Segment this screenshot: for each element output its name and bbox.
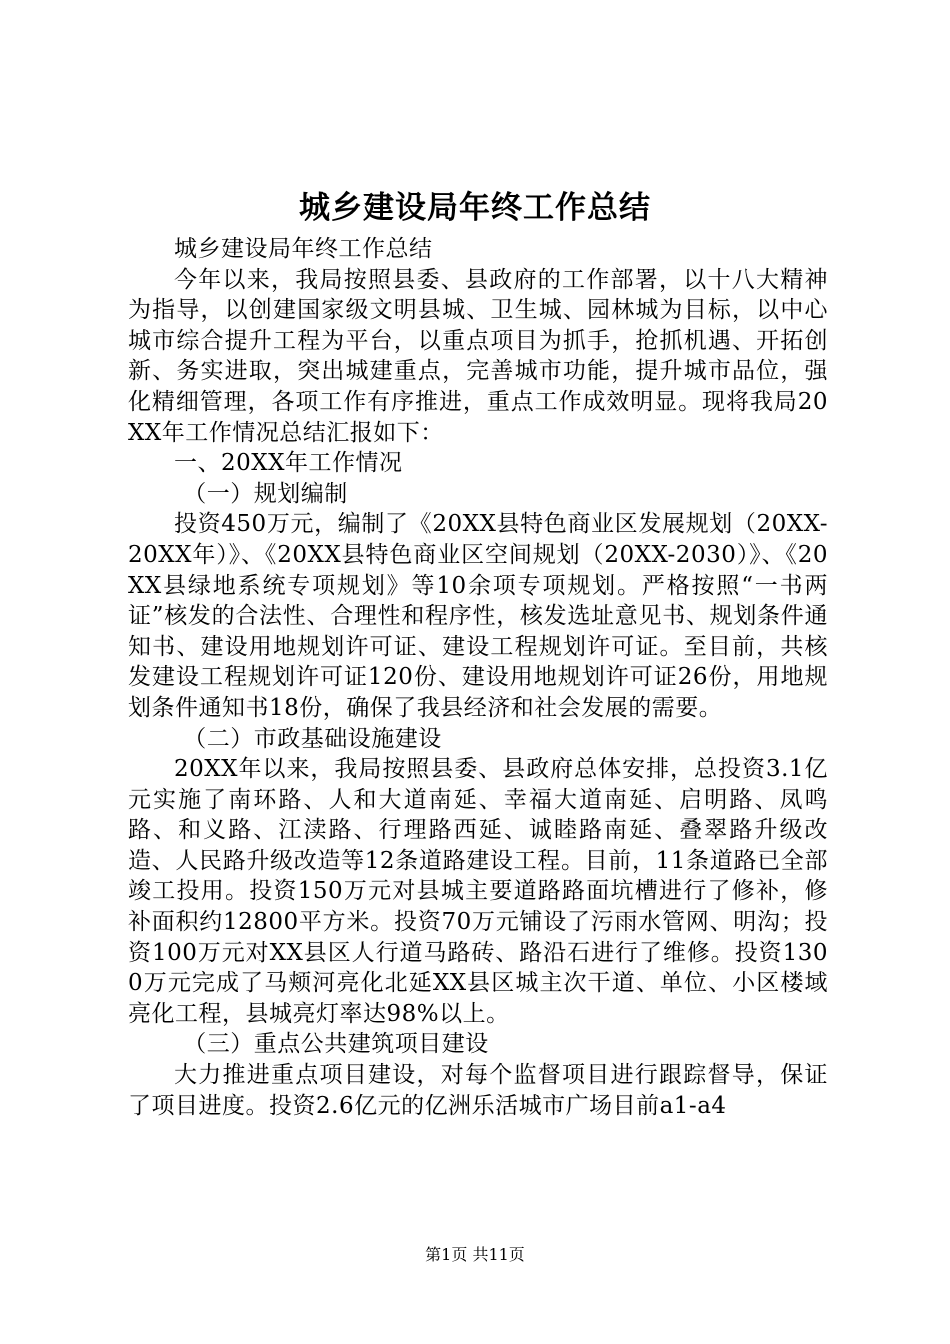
intro-paragraph: 今年以来，我局按照县委、县政府的工作部署，以十八大精神为指导，以创建国家级文明县城、卫生城、园林城为目标，以中心城市综合提升工程为平台，以重点项目为抓手，抢抓机遇、开拓创新、务实进取，突出城建重点，完善城市功能，提升城市品位，强化精细管理，各项工作有序推进，重点工作成效明显。现将我局20XX年工作情况总结汇报如下：: [128, 266, 828, 446]
subsection-heading-planning: （一）规划编制: [183, 480, 348, 507]
subsection-heading-public-buildings: （三）重点公共建筑项目建设: [183, 1031, 489, 1058]
document-title: 城乡建设局年终工作总结: [299, 190, 651, 226]
section-heading-1: 一、20XX年工作情况: [174, 450, 403, 477]
page-footer: 第1页 共11页: [425, 1245, 525, 1264]
document-body: [128, 234, 828, 1121]
public-buildings-paragraph: 大力推进重点项目建设，对每个监督项目进行跟踪督导，保证了项目进度。投资2.6亿元的亿洲乐活城市广场目前a1-a4: [128, 1062, 828, 1119]
intro-title-line: 城乡建设局年终工作总结: [174, 236, 433, 262]
planning-paragraph: 投资450万元，编制了《20XX县特色商业区发展规划（20XX-20XX年）》、《20XX县特色商业区空间规划（20XX-2030）》、《20XX县绿地系统专项规划》等10余项专项规划。严格按照“一书两证”核发的合法性、合理性和程序性，核发选址意见书、规划条件通知书、建设用地规划许可证、建设工程规划许可证。至目前，共核发建设工程规划许可证120份、建设用地规划许可证26份，用地规划条件通知书18份，确保了我县经济和社会发展的需要。: [128, 511, 828, 721]
infrastructure-paragraph: 20XX年以来，我局按照县委、县政府总体安排，总投资3.1亿元实施了南环路、人和大道南延、幸福大道南延、启明路、凤鸣路、和义路、江渎路、行理路西延、诚睦路南延、叠翠路升级改造、人民路升级改造等12条道路建设工程。目前，11条道路已全部竣工投用。投资150万元对县城主要道路路面坑槽进行了修补，修补面积约12800平方米。投资70万元铺设了污雨水管网、明沟；投资100万元对XX县区人行道马路砖、路沿石进行了维修。投资1300万元完成了马颊河亮化北延XX县区城主次干道、单位、小区楼域亮化工程，县城亮灯率达98%以上。: [128, 756, 828, 1027]
subsection-heading-infrastructure: （二）市政基础设施建设: [183, 725, 442, 752]
